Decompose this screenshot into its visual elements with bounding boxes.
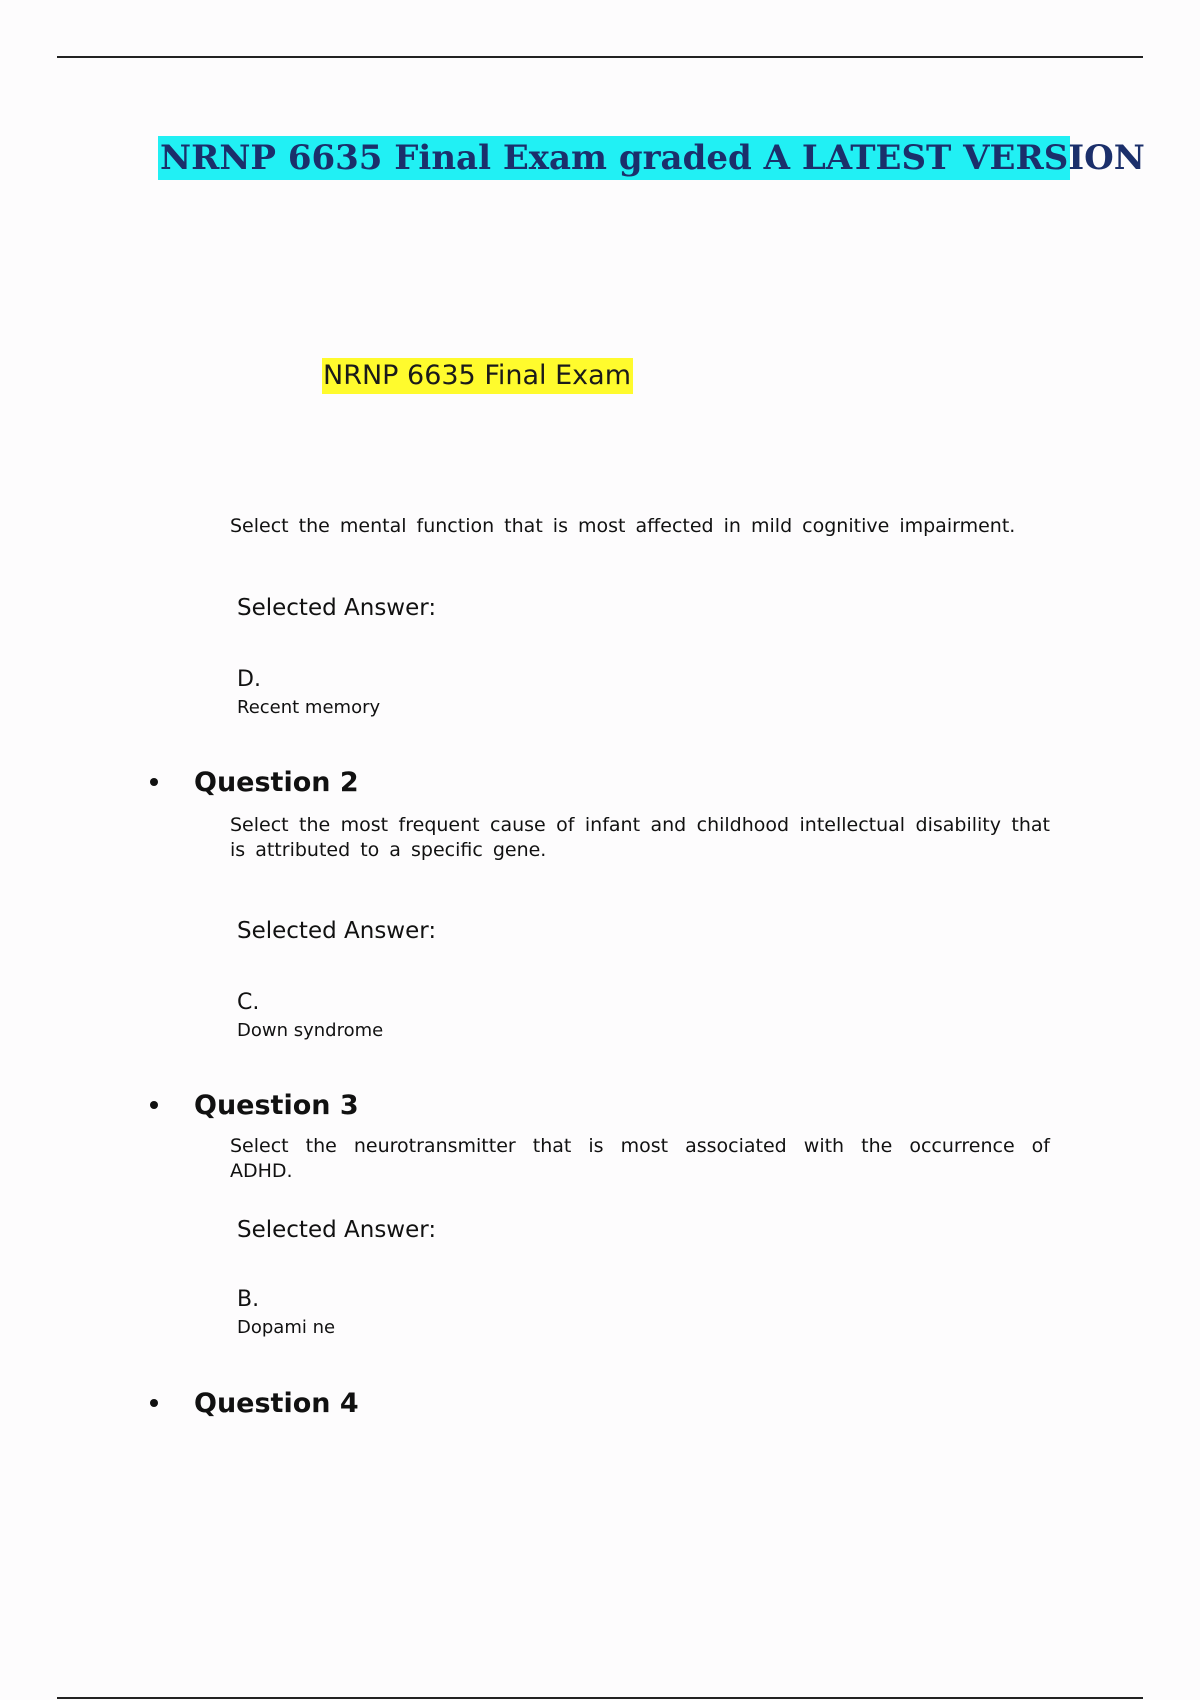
question-3-selected-answer-label: Selected Answer: [237, 1217, 437, 1243]
question-2-heading-label: Question 2 [194, 767, 359, 798]
question-3-answer-letter: B. [237, 1287, 260, 1312]
top-rule [57, 56, 1143, 58]
question-4-heading [145, 1387, 359, 1421]
question-3-text: Select the neurotransmitter that is most associated with the occurrence of ADHD. [230, 1135, 1050, 1182]
question-3-heading [145, 1089, 359, 1123]
question-1-answer-letter: D. [237, 667, 261, 692]
bullet-icon [150, 1399, 158, 1407]
question-2-answer-text: Down syndrome [237, 1020, 384, 1041]
question-1-selected-answer-label: Selected Answer: [237, 595, 437, 621]
question-3-heading-label: Question 3 [194, 1090, 359, 1121]
question-2-heading [145, 766, 359, 800]
question-1-text: Select the mental function that is most affected in mild cognitive impairment. [230, 515, 1016, 537]
question-1-answer-text: Recent memory [237, 697, 381, 718]
question-4-heading-label: Question 4 [194, 1388, 359, 1419]
question-3-answer-text: Dopami ne [237, 1317, 336, 1338]
bullet-icon [150, 1101, 158, 1109]
question-2-text: Select the most frequent cause of infant and childhood intellectual disability that is attributed to a specific gene. [230, 814, 1050, 861]
bullet-icon [150, 778, 158, 786]
exam-subtitle: NRNP 6635 Final Exam [322, 358, 633, 394]
question-2-selected-answer-label: Selected Answer: [237, 918, 437, 944]
bottom-rule [57, 1697, 1143, 1699]
question-2-answer-letter: C. [237, 990, 260, 1015]
document-title: NRNP 6635 Final Exam graded A LATEST VERSION [160, 138, 1145, 178]
